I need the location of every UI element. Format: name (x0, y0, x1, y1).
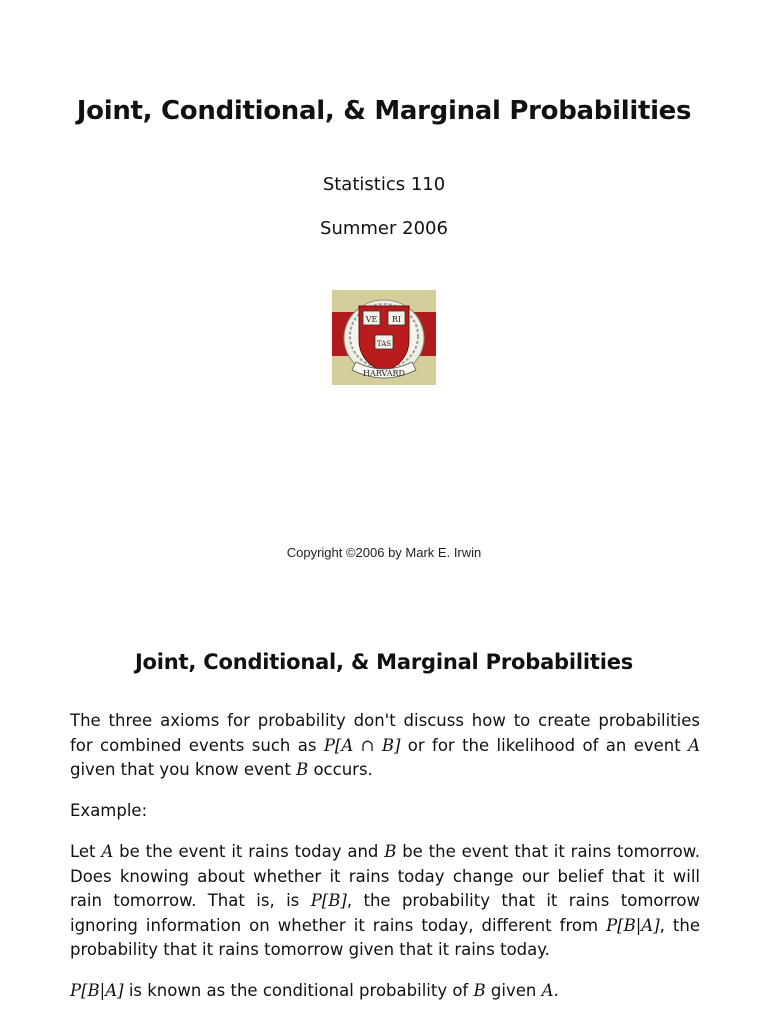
intro-paragraph: The three axioms for probability don't discuss how to create probabilities for combined events such as P[A ∩ B] or for the likelihood of an event A given that you know event B occurs. (70, 711, 700, 779)
term: Summer 2006 (320, 218, 448, 239)
ribbon-text: HARVARD (363, 369, 405, 378)
seal-graphic (332, 290, 436, 385)
shield-text-tas: TAS (376, 340, 392, 348)
shield-text-ve: VE (365, 315, 378, 324)
shield-text-ri: RI (391, 315, 402, 324)
harvard-seal-logo (332, 290, 436, 385)
example-label: Example: (70, 801, 148, 820)
copyright-notice: Copyright ©2006 by Mark E. Irwin (286, 545, 482, 560)
page-title: Joint, Conditional, & Marginal Probabilities (76, 96, 692, 126)
example-paragraph: Let A be the event it rains today and B be the event that it rains tomorrow. Does knowing about whether it rains today change our belief that it will rain tomorrow. That is, is P[B], the probability that it rains tomorrow ignoring information on whether it rains today, different from P[B|A], the probability that it rains tomorrow given that it rains today. (70, 842, 700, 959)
slide-title: Joint, Conditional, & Marginal Probabilities (134, 650, 634, 674)
slide-content (0, 640, 768, 1024)
course-name: Statistics 110 (322, 174, 446, 195)
conditional-definition: P[B|A] is known as the conditional probability of B given A. (70, 981, 559, 1000)
